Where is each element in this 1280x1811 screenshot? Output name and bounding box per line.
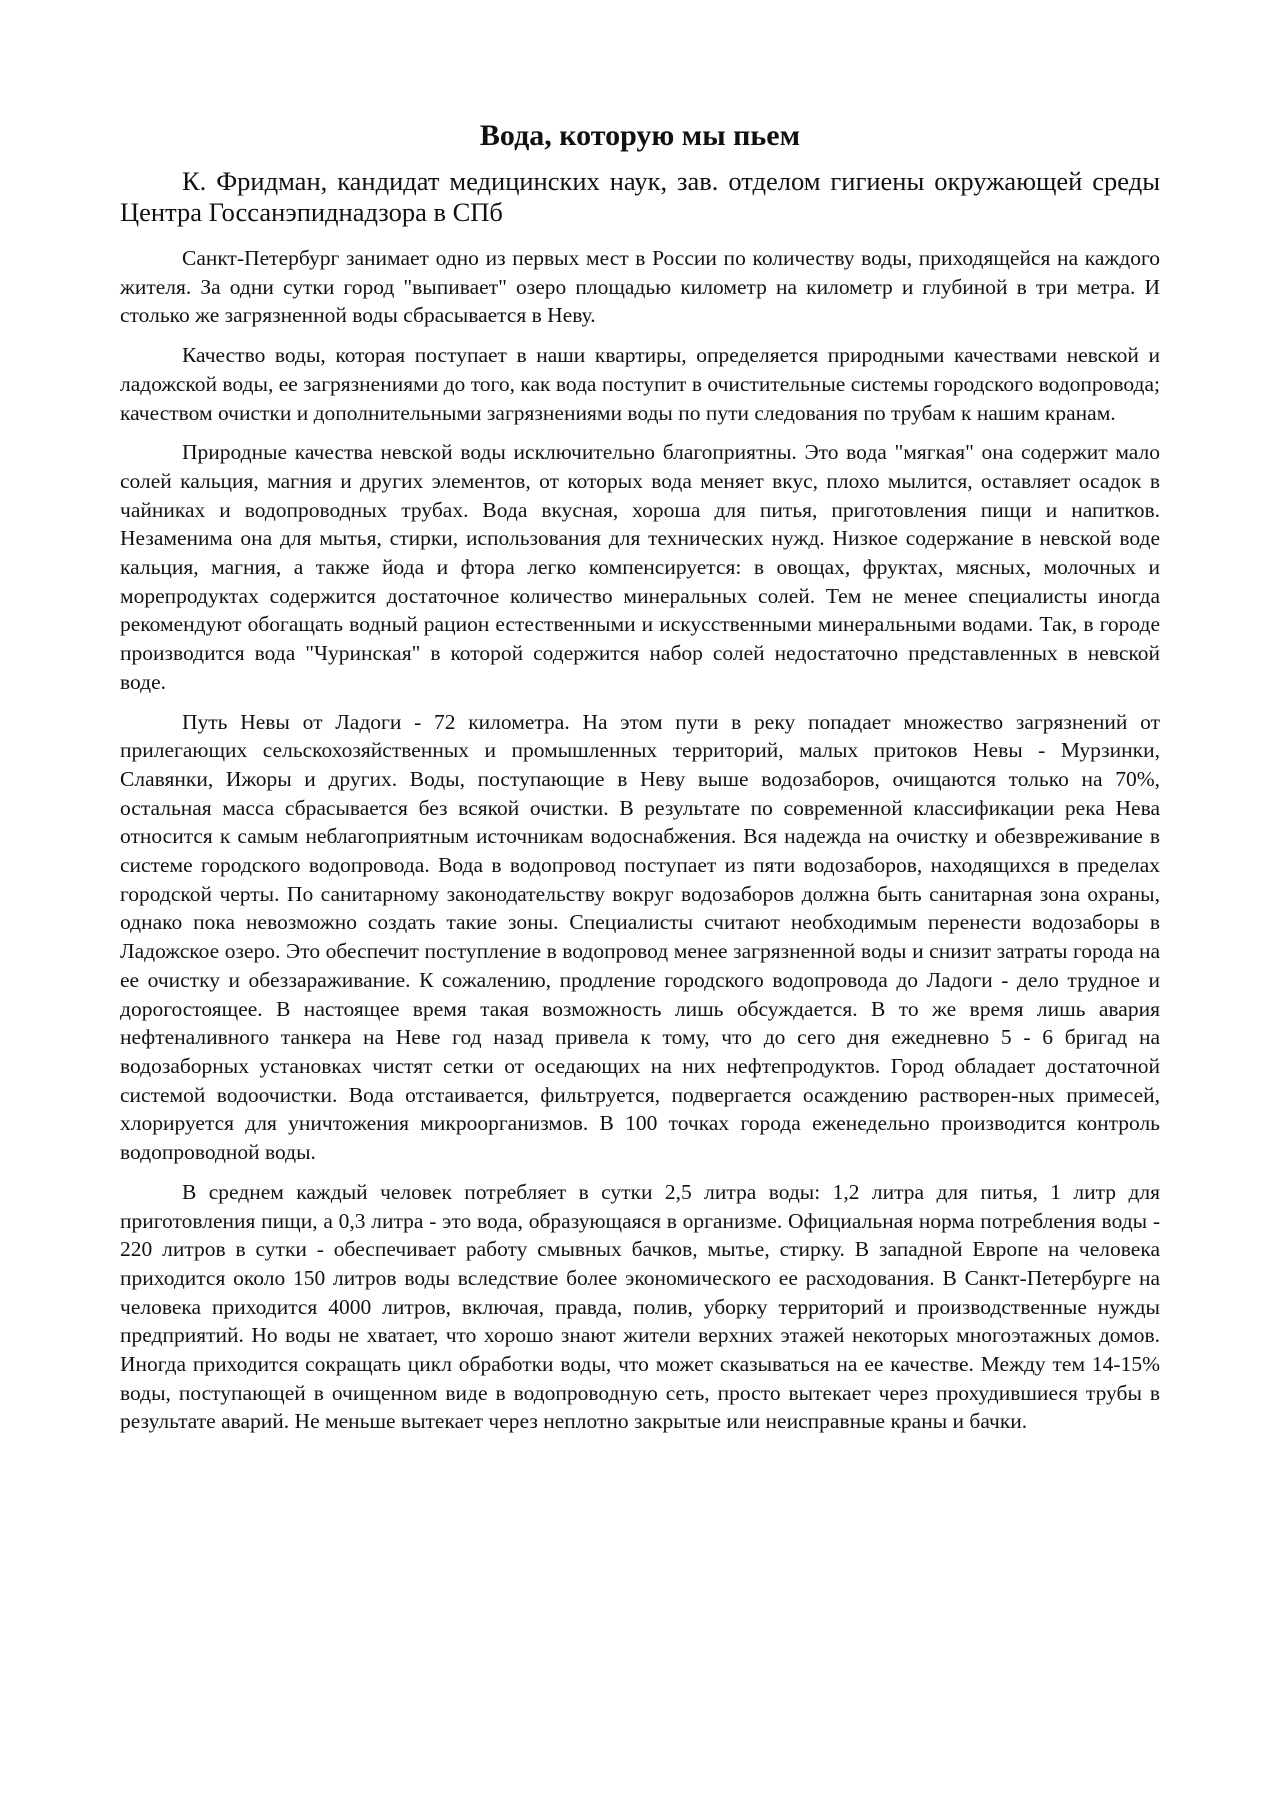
paragraph-4: Путь Невы от Ладоги - 72 километра. На этом пути в реку попадает множество загрязнений от прилегающих сельскохозяйственных и промышленных территорий, малых притоков Невы - Мурзинки, Славянки, Ижоры и других. Воды, поступающие в Неву выше водозаборов, очищаются только на 70%, остальная масса сбрасывается без всякой очистки. В результате по современной классификации река Нева относится к самым неблагоприятным источникам водоснабжения. Вся надежда на очистку и обезвреживание в системе городского водопровода. Вода в водопровод поступает из пяти водозаборов, находящихся в пределах городской черты. По санитарному законодательству вокруг водозаборов должна быть санитарная зона охраны, однако пока невозможно создать такие зоны. Специалисты считают необходимым перенести водозаборы в Ладожское озеро. Это обеспечит поступление в водопровод менее загрязненной воды и снизит затраты города на ее очистку и обеззараживание. К сожалению, продление городского водопровода до Ладоги - дело трудное и дорогостоящее. В настоящее время такая возможность лишь обсуждается. В то же время лишь авария нефтеналивного танкера на Неве год назад привела к тому, что до сего дня ежедневно 5 - 6 бригад на водозаборных установках чистят сетки от оседающих на них нефтепродуктов. Город обладает достаточной системой водоочистки. Вода отстаивается, фильтруется, подвергается осаждению растворен-ных примесей, хлорируется для уничтожения микроорганизмов. В 100 точках города еженедельно производится контроль водопроводной воды. <box>120 709 1160 1165</box>
document-title: Вода, которую мы пьем <box>479 119 801 152</box>
document-page <box>120 118 1160 1447</box>
paragraph-3: Природные качества невской воды исключительно благоприятны. Это вода "мягкая" она содержит мало солей кальция, магния и других элементов, от которых вода меняет вкус, плохо мылится, оставляет осадок в чайниках и водопроводных трубах. Вода вкусная, хороша для питья, приготовления пищи и напитков. Незаменима она для мытья, стирки, использования для технических нужд. Низкое содержание в невской воде кальция, магния, а также йода и фтора легко компенсируется: в овощах, фруктах, мясных, молочных и морепродуктах содержится достаточное количество минеральных солей. Тем не менее специалисты иногда рекомендуют обогащать водный рацион естественными и искусственными минеральными водами. Так, в городе производится вода "Чуринская" в которой содержится набор солей недостаточно представленных в невской воде. <box>120 440 1160 694</box>
paragraph-1: Санкт-Петербург занимает одно из первых мест в России по количеству воды, приходящейся на каждого жителя. За одни сутки город "выпивает" озеро площадью километр на километр и глубиной в три метра. И столько же загрязненной воды сбрасывается в Неву. <box>120 246 1160 328</box>
author-byline: К. Фридман, кандидат медицинских наук, зав. отделом гигиены окружающей среды Центра Госсанэпиднадзора в СПб <box>120 166 1160 227</box>
paragraph-5: В среднем каждый человек потребляет в сутки 2,5 литра воды: 1,2 литра для питья, 1 литр для приготовления пищи, а 0,3 литра - это вода, образующаяся в организме. Официальная норма потребления воды - 220 литров в сутки - обеспечивает работу смывных бачков, мытье, стирку. В западной Европе на человека приходится около 150 литров воды вследствие более экономического ее расходования. В Санкт-Петербурге на человека приходится 4000 литров, включая, правда, полив, уборку территорий и производственные нужды предприятий. Но воды не хватает, что хорошо знают жители верхних этажей некоторых многоэтажных домов. Иногда приходится сокращать цикл обработки воды, что может сказываться на ее качестве. Между тем 14-15% воды, поступающей в очищенном виде в водопроводную сеть, просто вытекает через прохудившиеся трубы в результате аварий. Не меньше вытекает через неплотно закрытые или неисправные краны и бачки. <box>120 1179 1160 1434</box>
paragraph-2: Качество воды, которая поступает в наши квартиры, определяется природными качествами невской и ладожской воды, ее загрязнениями до того, как вода поступит в очистительные системы городского водопровода; качеством очистки и дополнительными загрязнениями воды по пути следования по трубам к нашим кранам. <box>120 343 1160 425</box>
